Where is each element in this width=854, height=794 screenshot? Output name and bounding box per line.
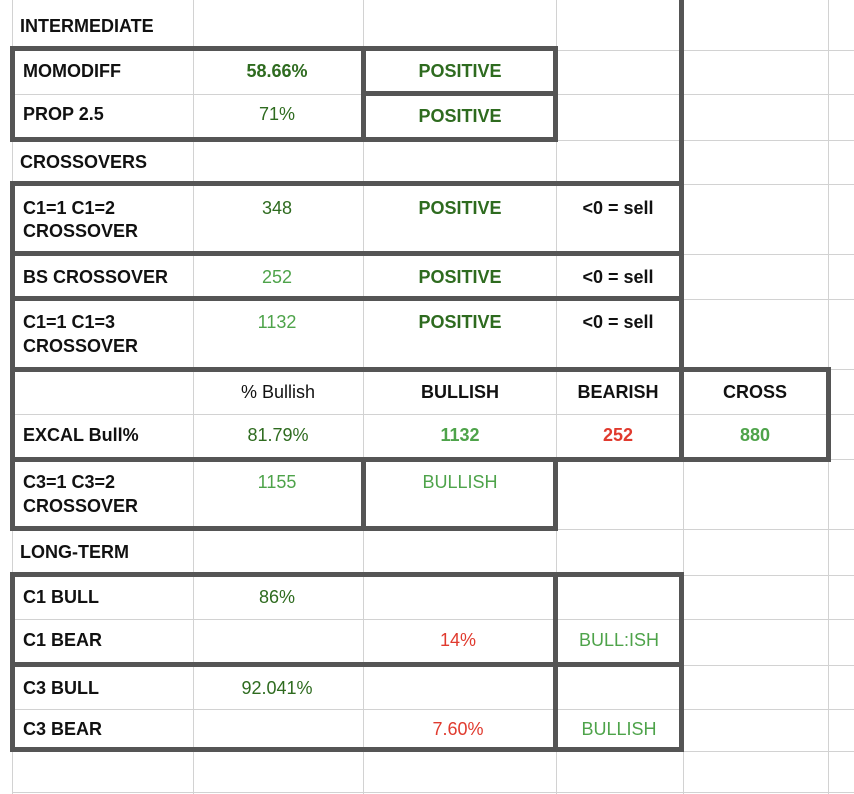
momodiff-value: 58.66%	[246, 61, 308, 81]
c1c2-rule: <0 = sell	[582, 198, 654, 218]
section-long-term: LONG-TERM	[20, 542, 129, 562]
thick-border	[679, 367, 684, 462]
c1c2-label-line2: CROSSOVER	[23, 221, 139, 241]
c3bear-value: 7.60%	[432, 719, 484, 739]
thick-border	[826, 367, 831, 462]
grid-line	[193, 0, 194, 794]
c1bull-value: 86%	[258, 587, 296, 607]
thick-border	[361, 457, 366, 531]
thick-border	[10, 367, 831, 372]
thick-border	[10, 251, 684, 256]
c3c2-label-line2: CROSSOVER	[23, 496, 139, 516]
c1c2-status: POSITIVE	[418, 198, 502, 218]
bs-value: 252	[261, 267, 293, 287]
c3bear-status: BULLISH	[581, 719, 657, 739]
excal-header-pct-bullish: % Bullish	[240, 382, 316, 402]
excal-cross: 880	[739, 425, 771, 445]
c1c3-label-line2: CROSSOVER	[23, 336, 139, 356]
c3bull-value: 92.041%	[241, 678, 313, 698]
c3bull-label: C3 BULL	[23, 678, 99, 698]
thick-border	[10, 662, 684, 667]
prop-label: PROP 2.5	[23, 104, 104, 124]
grid-line	[12, 792, 854, 793]
thick-border	[10, 46, 558, 51]
c1bear-status: BULL:ISH	[578, 630, 660, 650]
grid-line	[12, 709, 854, 710]
thick-border	[10, 46, 15, 142]
section-crossovers: CROSSOVERS	[20, 152, 148, 172]
prop-status: POSITIVE	[418, 106, 502, 126]
excal-bearish: 252	[602, 425, 634, 445]
thick-border	[361, 91, 558, 96]
c1bear-label: C1 BEAR	[23, 630, 103, 650]
thick-border	[679, 0, 684, 186]
excal-bullish: 1132	[440, 425, 480, 445]
thick-border	[10, 572, 684, 577]
c3c2-status: BULLISH	[422, 472, 498, 492]
c1bear-value: 14%	[439, 630, 477, 650]
thick-border	[10, 137, 558, 142]
thick-border	[679, 181, 684, 371]
thick-border	[10, 296, 684, 301]
thick-border	[10, 181, 684, 186]
thick-border	[10, 526, 558, 531]
bs-rule: <0 = sell	[582, 267, 654, 287]
c3bear-label: C3 BEAR	[23, 719, 103, 739]
excal-header-cross: CROSS	[722, 382, 788, 402]
c1bull-label: C1 BULL	[23, 587, 99, 607]
bs-status: POSITIVE	[418, 267, 502, 287]
c1c3-label-line1: C1=1 C1=3	[23, 312, 116, 332]
thick-border	[553, 457, 558, 531]
c3c2-value: 1155	[257, 472, 297, 492]
bs-label: BS CROSSOVER	[23, 267, 169, 287]
grid-line	[12, 619, 854, 620]
thick-border	[10, 747, 684, 752]
c1c3-status: POSITIVE	[418, 312, 502, 332]
thick-border	[10, 457, 831, 462]
excal-header-bearish: BEARISH	[577, 382, 659, 402]
thick-border	[10, 181, 15, 531]
grid-line	[12, 414, 854, 415]
prop-value: 71%	[258, 104, 296, 124]
momodiff-status: POSITIVE	[418, 61, 502, 81]
section-intermediate: INTERMEDIATE	[20, 16, 154, 36]
c1c3-value: 1132	[257, 312, 297, 332]
excal-pct: 81.79%	[247, 425, 309, 445]
c1c3-rule: <0 = sell	[582, 312, 654, 332]
c1c2-value: 348	[261, 198, 293, 218]
c3c2-label-line1: C3=1 C3=2	[23, 472, 116, 492]
c1c2-label-line1: C1=1 C1=2	[23, 198, 116, 218]
excal-label: EXCAL Bull%	[23, 425, 139, 445]
momodiff-label: MOMODIFF	[23, 61, 121, 81]
excal-header-bullish: BULLISH	[421, 382, 499, 402]
